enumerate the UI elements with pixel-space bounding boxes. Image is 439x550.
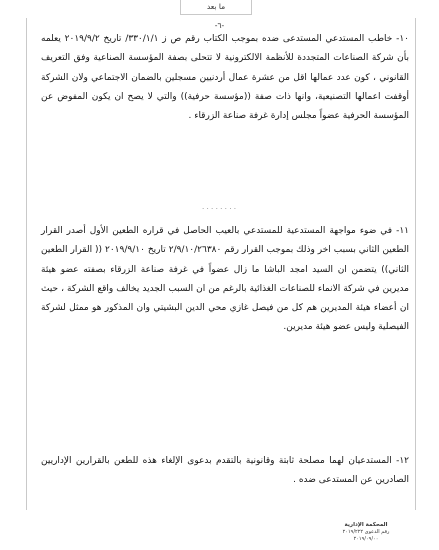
court-stamp [322, 522, 410, 543]
separator: ........ [201, 202, 239, 211]
stamp-line-1: رقم الدعوى ٢٠١٩/٢٢٢ [342, 529, 390, 535]
paragraph-10: ١٠- خاطب المستدعي المستدعى ضده بموجب الكتاب رقم ص ز ٣٣٠/١/١/ تاريخ ٢٠١٩/٩/٢ يعلمه بأن شركة الصناعات المتجددة للأنظمة الالكترونية لا تتحلى بصفة المؤسسة الصناعية وفق التعريف القانوني ، كون عدد عمالها اقل من عشرة عمال أردنيين مسجلين بالضمان الاجتماعي ولان الشركة أوقفت اعمالها التصنيعية، وانها ذات صفة ((مؤسسة حرفية)) والتي لا يصح ان يكون المفوض عن المؤسسة الحرفية عضواً مجلس إدارة غرفة صناعة الزرقاء . [41, 34, 409, 122]
stamp-line-2: ٢٠١٩/٠٩/٠٠ [353, 536, 379, 542]
paragraph-12: ١٢- المستدعيان لهما مصلحة ثابتة وقانونية بالتقدم بدعوى الإلغاء هذه للطعن بالقرارين الإداريين الصادرين عن المستدعى ضده . [41, 456, 409, 486]
page-number: -٦- [214, 21, 225, 30]
continuation-tab: ما بعد [180, 0, 252, 15]
stamp-title: المحكمة الإدارية [344, 522, 388, 528]
paragraph-11: ١١- في ضوء مواجهة المستدعية للمستدعي بالعيب الحاصل في قراره الطعين الأول أصدر القرار الطعين الثاني بسبب اخر وذلك بموجب القرار رقم ٢/٩/١٠/٢٦٣٨٠ تاريخ ٢٠١٩/٩/١٠ (( القرار الطعين الثاني)) يتضمن ان السيد امجد الباشا ما زال عضواً في غرفة صناعة الزرقاء بصفته عضو هيئة مديرين في شركة الانماء للصناعات الغذائية بالرغم من ان السبب الجديد يخالف واقع الشركة ، حيث ان أعضاء هيئة المديرين هم كل من فيصل غازي محي الدين البشيتي وان المذكور هو ممثل لشركة الفيصلية وليس عضو هيئة مديرين. [41, 226, 409, 333]
